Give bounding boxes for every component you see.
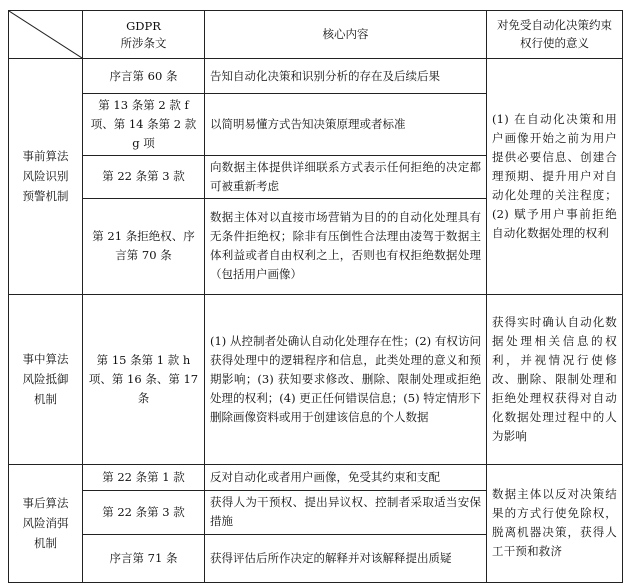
article-cell: 序言第 60 条 [83,59,205,94]
core-cell: 告知自动化决策和识别分析的存在及后续后果 [205,59,487,94]
core-cell: (1) 从控制者处确认自动化处理存在性；(2) 有权访问获得处理中的逻辑程序和信息，此类处理的意义和预期影响；(3) 获知要求修改、删除、限制处理或拒绝处理的权利；(4) 更正任何错误信息；(5) 特定情形下删除画像资料或用于创建该信息的个人数据 [205,294,487,464]
table-row [9,464,623,490]
stage-label: 事后算法风险消弭机制 [9,464,83,582]
header-significance: 对免受自动化决策约束权行使的意义 [487,11,623,59]
header-core: 核心内容 [205,11,487,59]
header-articles: GDPR 所涉条文 [83,11,205,59]
core-cell: 获得人为干预权、提出异议权、控制者采取适当安保措施 [205,490,487,534]
core-cell: 以简明易懂方式告知决策原理或者标准 [205,94,487,156]
diagonal-line [9,11,82,58]
core-cell: 数据主体对以直接市场营销为目的的自动化处理具有无条件拒绝权；除非有压倒性合法理由凌驾于数据主体利益或者自由权利之上，否则也有权拒绝数据处理（包括用户画像） [205,198,487,294]
article-cell: 第 15 条第 1 款 h 项、第 16 条、第 17 条 [83,294,205,464]
article-cell: 第 21 条拒绝权、序言第 70 条 [83,198,205,294]
stage-label: 事中算法风险抵御机制 [9,294,83,464]
header-row [9,11,623,59]
significance-cell: 数据主体以反对决策结果的方式行使免除权，脱离机器决策，获得人工干预和救济 [487,464,623,582]
core-cell: 获得评估后所作决定的解释并对该解释提出质疑 [205,534,487,582]
article-cell: 序言第 71 条 [83,534,205,582]
article-cell: 第 22 条第 1 款 [83,464,205,490]
core-cell: 反对自动化或者用户画像，免受其约束和支配 [205,464,487,490]
article-cell: 第 22 条第 3 款 [83,155,205,198]
significance-cell: (1) 在自动化决策和用户画像开始之前为用户提供必要信息、创建合理预期、提升用户对自动化处理的关注程度；(2) 赋予用户事前拒绝自动化数据处理的权利 [487,59,623,295]
gdpr-table [8,10,623,583]
stage-label: 事前算法风险识别预警机制 [9,59,83,295]
header-corner-cell [9,11,83,59]
table-row [9,59,623,94]
core-cell: 向数据主体提供详细联系方式表示任何拒绝的决定都可被重新考虑 [205,155,487,198]
article-cell: 第 13 条第 2 款 f 项、第 14 条第 2 款 g 项 [83,94,205,156]
significance-cell: 获得实时确认自动化数据处理相关信息的权利，并视情况行使修改、删除、限制处理和拒绝处理权获得对自动化数据处理过程中的人为影响 [487,294,623,464]
table-row [9,294,623,464]
article-cell: 第 22 条第 3 款 [83,490,205,534]
